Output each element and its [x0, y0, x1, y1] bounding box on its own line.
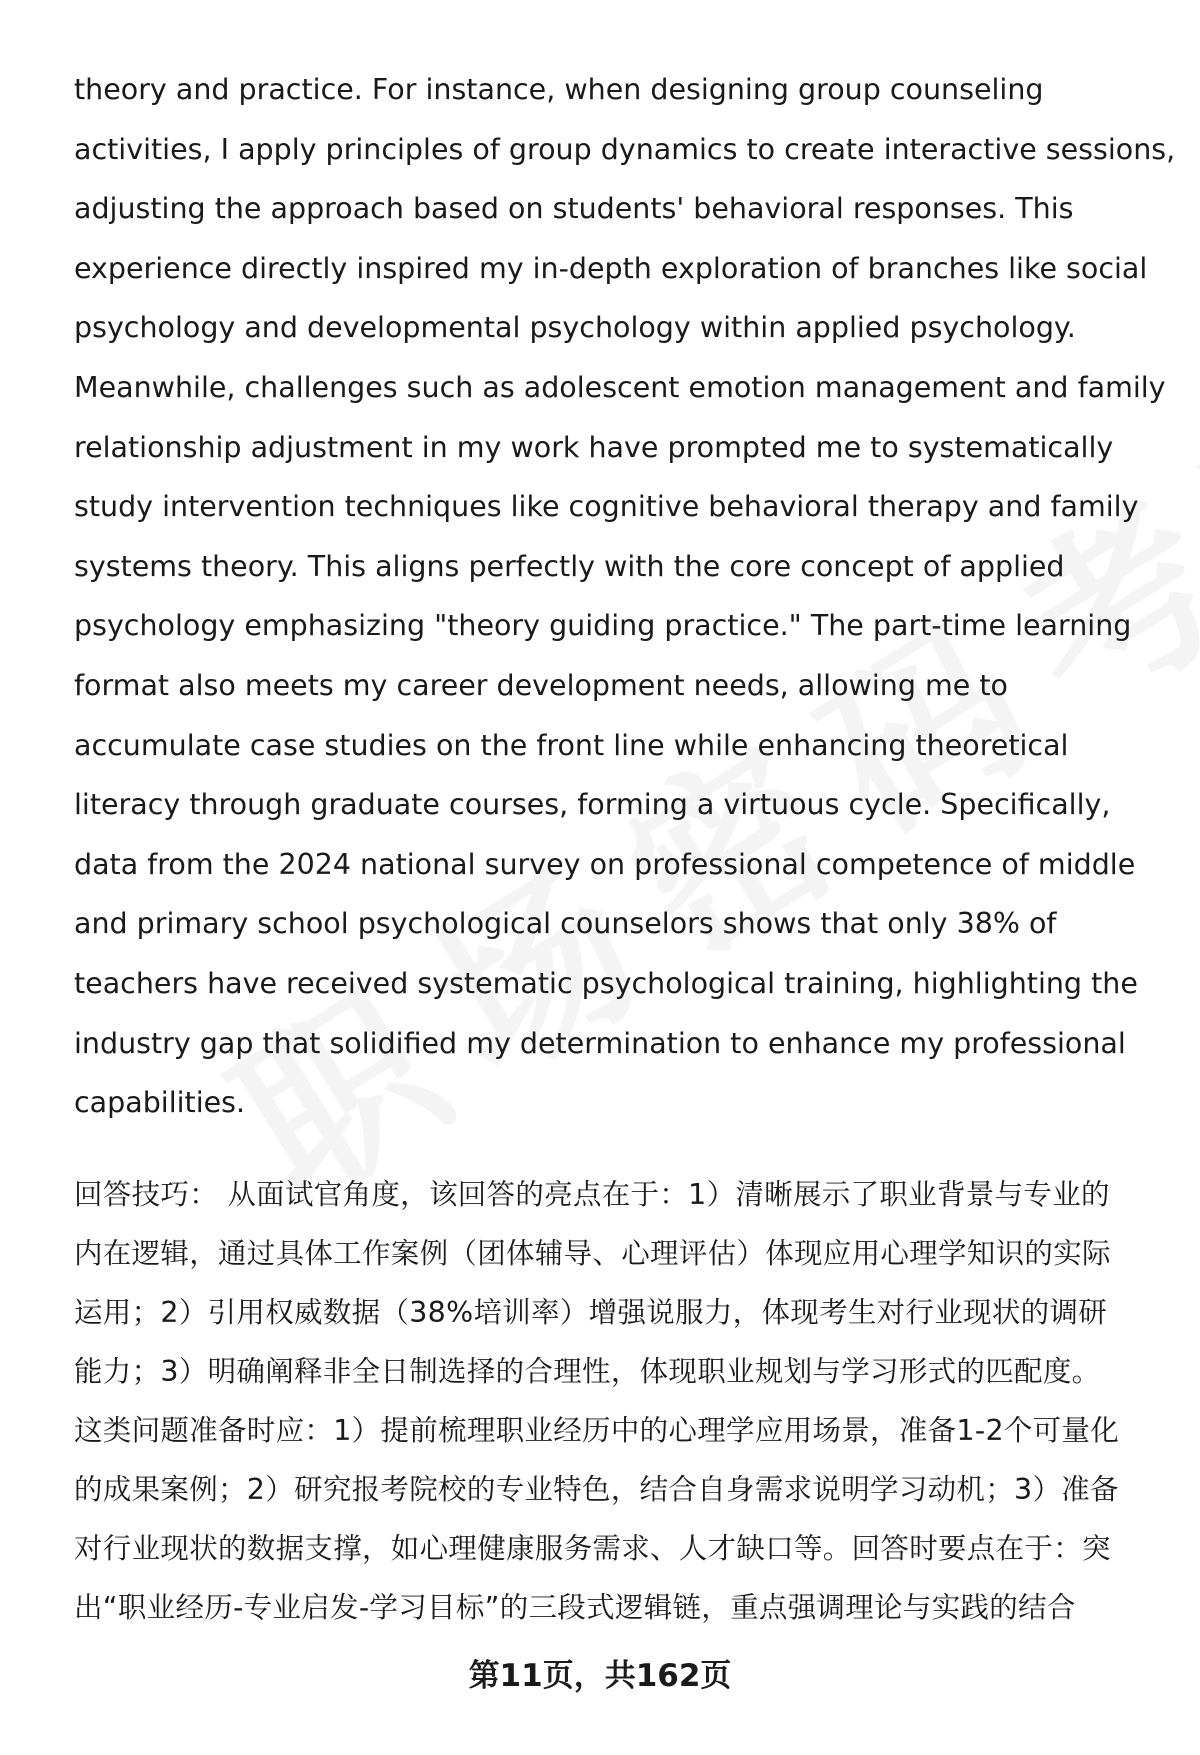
answer-line: format also meets my career development needs, allowing me to — [74, 668, 1008, 702]
answer-line: experience directly inspired my in-depth exploration of branches like social — [74, 251, 1148, 285]
tips-line: 对行业现状的数据支撑，如心理健康服务需求、人才缺口等。回答时要点在于：突 — [74, 1532, 1111, 1565]
answer-line: activities, I apply principles of group dynamics to create interactive sessions, — [74, 132, 1176, 166]
answer-line: systems theory. This aligns perfectly with the core concept of applied — [74, 549, 1065, 583]
answer-line: and primary school psychological counselors shows that only 38% of — [74, 907, 1057, 941]
answer-line: theory and practice. For instance, when designing group counseling — [74, 73, 1044, 106]
tips-line: 回答技巧： 从面试官角度，该回答的亮点在于：1）清晰展示了职业背景与专业的 — [74, 1178, 1110, 1211]
tips-line: 出“职业经历-专业启发-学习目标”的三段式逻辑链，重点强调理论与实践的结合 — [74, 1591, 1076, 1624]
answer-line: industry gap that solidified my determination to enhance my professional — [74, 1026, 1126, 1060]
tips-line: 的成果案例；2）研究报考院校的专业特色，结合自身需求说明学习动机；3）准备 — [74, 1473, 1119, 1506]
tips-line: 运用；2）引用权威数据（38%培训率）增强说服力，体现考生对行业现状的调研 — [74, 1296, 1108, 1329]
answer-line: psychology and developmental psychology within applied psychology. — [74, 311, 1076, 345]
answer-line: psychology emphasizing "theory guiding practice." The part-time learning — [74, 609, 1132, 643]
answer-line: adjusting the approach based on students' behavioral responses. This — [74, 192, 1074, 226]
answer-line: data from the 2024 national survey on professional competence of middle — [74, 847, 1136, 881]
answer-paragraph — [74, 60, 1176, 1133]
answer-line: accumulate case studies on the front line while enhancing theoretical — [74, 728, 1069, 762]
tips-line: 内在逻辑，通过具体工作案例（团体辅导、心理评估）体现应用心理学知识的实际 — [74, 1237, 1111, 1270]
answer-line: capabilities. — [74, 1086, 246, 1120]
page-number: 第11页，共162页 — [468, 1658, 732, 1694]
tips-paragraph — [74, 1165, 1164, 1637]
tips-line: 能力；3）明确阐释非全日制选择的合理性，体现职业规划与学习形式的匹配度。 — [74, 1355, 1101, 1388]
answer-line: study intervention techniques like cognitive behavioral therapy and family — [74, 490, 1139, 524]
answer-line: literacy through graduate courses, forming a virtuous cycle. Specifically, — [74, 788, 1111, 822]
answer-line: relationship adjustment in my work have prompted me to systematically — [74, 430, 1114, 464]
answer-line: teachers have received systematic psychological training, highlighting the — [74, 966, 1138, 1000]
tips-line: 这类问题准备时应：1）提前梳理职业经历中的心理学应用场景，准备1-2个可量化 — [74, 1414, 1120, 1447]
answer-line: Meanwhile, challenges such as adolescent emotion management and family — [74, 370, 1166, 404]
